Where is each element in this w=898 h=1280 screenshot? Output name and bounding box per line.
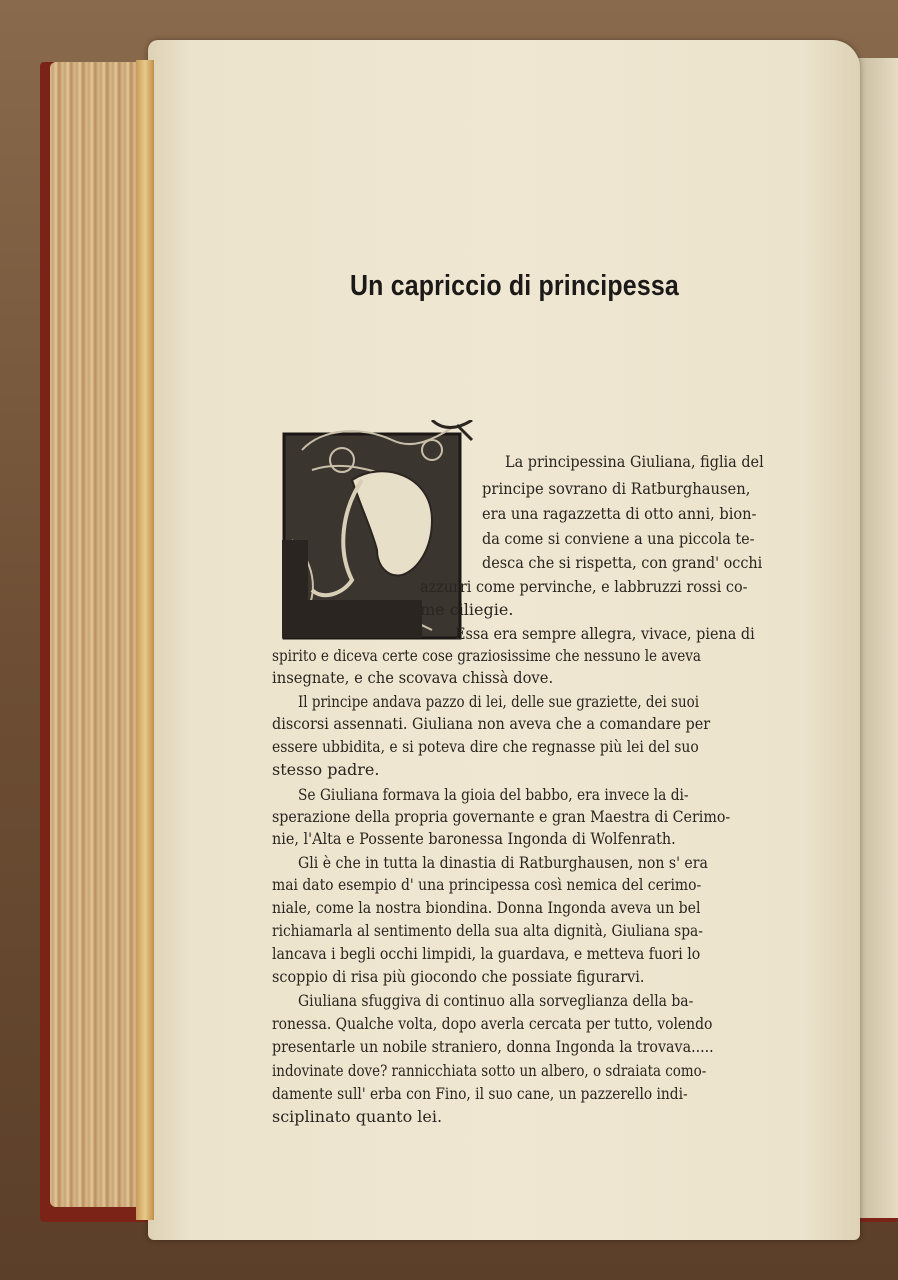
chapter-title: Un capriccio di principessa	[350, 270, 679, 302]
text-line: Gli è che in tutta la dinastia di Ratburghausen, non s' era	[298, 853, 708, 872]
text-line: lancava i begli occhi limpidi, la guardava, e metteva fuori lo	[272, 944, 701, 963]
text-line: niale, come la nostra biondina. Donna Ingonda aveva un bel	[272, 898, 701, 917]
text-line: nie, l'Alta e Possente baronessa Ingonda di Wolfenrath.	[272, 829, 676, 848]
text-line: stesso padre.	[272, 760, 380, 779]
text-line: insegnate, e che scovava chissà dove.	[272, 668, 554, 687]
text-line: presentarle un nobile straniero, donna Ingonda la trovava.....	[272, 1037, 714, 1056]
text-line: Il principe andava pazzo di lei, delle sue graziette, dei suoi	[298, 692, 699, 711]
next-page-edge	[858, 58, 898, 1218]
text-line: me ciliegie.	[420, 600, 514, 619]
text-line: desca che si rispetta, con grand' occhi	[482, 553, 763, 572]
text-line: sciplinato quanto lei.	[272, 1107, 443, 1126]
text-line: principe sovrano di Ratburghausen,	[482, 479, 751, 498]
text-line: sperazione della propria governante e gran Maestra di Cerimo-	[272, 807, 731, 826]
page-gutter	[136, 60, 154, 1220]
text-line: La principessina Giuliana, figlia del	[505, 452, 764, 471]
text-line: damente sull' erba con Fino, il suo cane, un pazzerello indi-	[272, 1084, 688, 1103]
text-line: era una ragazzetta di otto anni, bion-	[482, 504, 757, 523]
text-line: azzurri come pervinche, e labbruzzi rossi co-	[420, 577, 748, 596]
text-line: Essa era sempre allegra, vivace, piena di	[455, 624, 755, 643]
text-line: Giuliana sfuggiva di continuo alla sorveglianza della ba-	[298, 991, 694, 1010]
text-line: ronessa. Qualche volta, dopo averla cercata per tutto, volendo	[272, 1014, 713, 1033]
text-line: richiamarla al sentimento della sua alta dignità, Giuliana spa-	[272, 921, 703, 940]
text-line: scoppio di risa più giocondo che possiate figurarvi.	[272, 967, 645, 986]
text-line: essere ubbidita, e si poteva dire che regnasse più lei del suo	[272, 737, 699, 756]
text-line: mai dato esempio d' una principessa così nemica del cerimo-	[272, 875, 702, 894]
text-line: da come si conviene a una piccola te-	[482, 529, 755, 548]
text-line: discorsi assennati. Giuliana non aveva che a comandare per	[272, 714, 711, 733]
text-line: Se Giuliana formava la gioia del babbo, era invece la di-	[298, 785, 689, 804]
text-line: spirito e diceva certe cose graziosissime che nessuno le aveva	[272, 646, 702, 665]
text-line: indovinate dove? rannicchiata sotto un albero, o sdraiata como-	[272, 1061, 707, 1080]
